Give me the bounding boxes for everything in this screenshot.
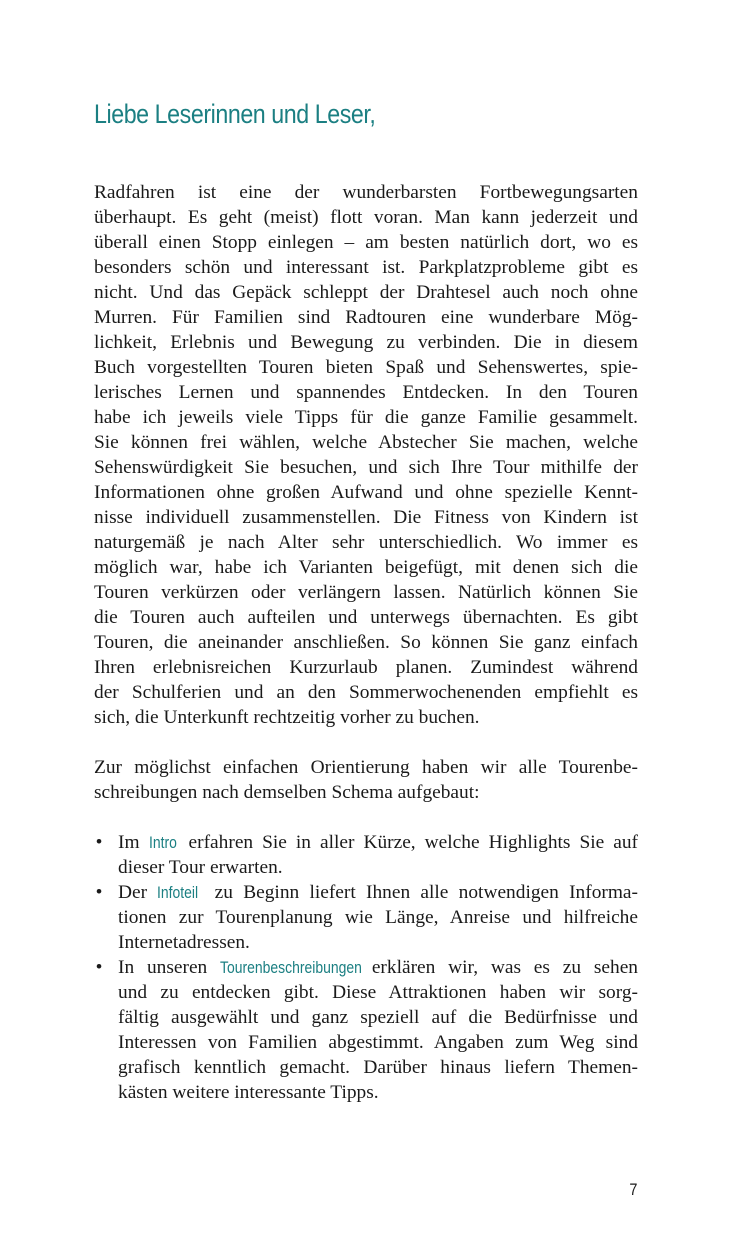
bullet-line: Interessen von Familien abgestimmt. Angaben zum Weg sind xyxy=(118,1032,638,1053)
bullet-lead-text: Im xyxy=(118,832,149,853)
bullet-tail-text: erklären wir, was es zu sehen xyxy=(359,957,639,978)
bullet-lead-text: Der xyxy=(118,882,158,903)
highlight-term: Intro xyxy=(148,833,177,852)
paragraph-line: Murren. Für Familien sind Radtouren eine wunderbare Mög- xyxy=(94,307,638,328)
paragraph-line: schreibungen nach demselben Schema aufgebaut: xyxy=(94,782,480,803)
paragraph-line: naturgemäß je nach Alter sehr unterschiedlich. Wo immer es xyxy=(94,532,638,553)
paragraph-line: besonders schön und interessant ist. Parkplatzprobleme gibt es xyxy=(94,257,638,278)
paragraph-line: Informationen ohne großen Aufwand und ohne spezielle Kennt- xyxy=(94,482,638,503)
bullet-icon: • xyxy=(95,957,103,978)
highlight-term: Infoteil xyxy=(157,883,199,902)
bullet-tail-text: erfahren Sie in aller Kürze, welche Highlights Sie auf xyxy=(179,832,638,853)
bullet-line: fältig ausgewählt und ganz speziell auf die Bedürfnisse und xyxy=(118,1007,638,1028)
intro-paragraph xyxy=(94,180,638,730)
paragraph-line: überall einen Stopp einlegen – am besten natürlich dort, wo es xyxy=(94,232,638,253)
paragraph-line: Buch vorgestellten Touren bieten Spaß und Sehenswertes, spie- xyxy=(94,357,638,378)
bullet-line: Internetadressen. xyxy=(118,932,250,953)
paragraph-line: lichkeit, Erlebnis und Bewegung zu verbinden. Die in diesem xyxy=(94,332,638,353)
schema-paragraph xyxy=(94,755,638,805)
paragraph-line: habe ich jeweils viele Tipps für die ganze Familie gesammelt. xyxy=(94,407,638,428)
bullet-item-infoteil xyxy=(94,880,638,955)
paragraph-line: der Schulferien und an den Sommerwochenenden empfiehlt es xyxy=(94,682,638,703)
paragraph-line: Ihren erlebnisreichen Kurzurlaub planen. Zumindest während xyxy=(94,657,638,678)
paragraph-line: Radfahren ist eine der wunderbarsten Fortbewegungsarten xyxy=(94,182,638,203)
paragraph-line: Zur möglichst einfachen Orientierung haben wir alle Tourenbe- xyxy=(94,757,638,778)
paragraph-line: Touren, die aneinander anschließen. So können Sie ganz einfach xyxy=(94,632,638,653)
paragraph-line: Sie können frei wählen, welche Abstecher Sie machen, welche xyxy=(94,432,638,453)
bullet-first-line xyxy=(118,830,638,855)
highlight-term: Tourenbeschreibungen xyxy=(220,958,362,977)
paragraph-line: die Touren auch aufteilen und unterwegs übernachten. Es gibt xyxy=(94,607,638,628)
bullet-first-line xyxy=(118,955,638,980)
bullet-tail-text: zu Beginn liefert Ihnen alle notwendigen Informa- xyxy=(204,882,638,903)
paragraph-line: Sehenswürdigkeit Sie besuchen, und sich Ihre Tour mithilfe der xyxy=(94,457,638,478)
paragraph-line: sich, die Unterkunft rechtzeitig vorher zu buchen. xyxy=(94,707,480,728)
paragraph-line: nicht. Und das Gepäck schleppt der Drahtesel auch noch ohne xyxy=(94,282,638,303)
paragraph-line: nisse individuell zusammenstellen. Die Fitness von Kindern ist xyxy=(94,507,638,528)
paragraph-line: überhaupt. Es geht (meist) flott voran. Man kann jederzeit und xyxy=(94,207,638,228)
bullet-lead-text: In unseren xyxy=(118,957,221,978)
bullet-line: tionen zur Tourenplanung wie Länge, Anreise und hilfreiche xyxy=(118,907,638,928)
bullet-line: dieser Tour erwarten. xyxy=(118,857,283,878)
bullet-first-line xyxy=(118,880,638,905)
paragraph-line: Touren verkürzen oder verlängern lassen. Natürlich können Sie xyxy=(94,582,638,603)
bullet-icon: • xyxy=(95,882,103,903)
bullet-icon: • xyxy=(95,832,103,853)
schema-bullet-list xyxy=(94,830,638,1105)
bullet-item-intro xyxy=(94,830,638,880)
bullet-line: und zu entdecken gibt. Diese Attraktionen haben wir sorg- xyxy=(118,982,638,1003)
bullet-line: kästen weitere interessante Tipps. xyxy=(118,1082,379,1103)
page-heading: Liebe Leserinnen und Leser, xyxy=(94,99,376,129)
page-number: 7 xyxy=(628,1180,637,1199)
bullet-line: grafisch kenntlich gemacht. Darüber hinaus liefern Themen- xyxy=(118,1057,638,1078)
bullet-item-tourenbeschreibungen xyxy=(94,955,638,1105)
paragraph-line: möglich war, habe ich Varianten beigefügt, mit denen sich die xyxy=(94,557,638,578)
paragraph-line: lerisches Lernen und spannendes Entdecken. In den Touren xyxy=(94,382,638,403)
